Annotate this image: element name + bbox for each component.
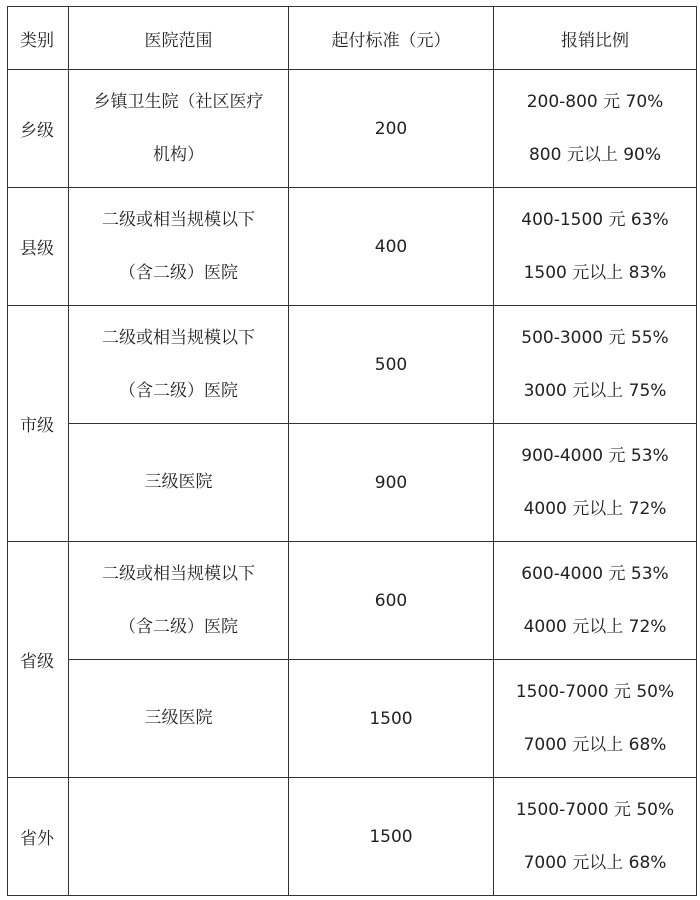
scope-line: 二级或相当规模以下 xyxy=(102,209,255,230)
threshold-cell: 1500 xyxy=(289,660,494,778)
scope-line: （含二级）医院 xyxy=(119,380,238,401)
header-category: 类别 xyxy=(8,7,69,70)
ratio-cell xyxy=(494,660,697,778)
threshold-cell: 400 xyxy=(289,188,494,306)
ratio-line: 7000 元以上 68% xyxy=(523,852,667,873)
ratio-cell xyxy=(494,70,697,188)
table-row xyxy=(8,542,697,660)
threshold-cell: 1500 xyxy=(289,778,494,896)
scope-line: （含二级）医院 xyxy=(119,262,238,283)
scope-cell xyxy=(69,70,289,188)
category-cell: 乡级 xyxy=(8,70,69,188)
ratio-line: 1500 元以上 83% xyxy=(523,262,667,283)
reimbursement-table xyxy=(7,6,697,896)
table-row xyxy=(8,660,697,778)
header-scope: 医院范围 xyxy=(69,7,289,70)
scope-cell xyxy=(69,542,289,660)
scope-cell xyxy=(69,188,289,306)
threshold-cell: 900 xyxy=(289,424,494,542)
header-ratio: 报销比例 xyxy=(494,7,697,70)
category-cell: 省级 xyxy=(8,542,69,778)
ratio-line: 600-4000 元 53% xyxy=(521,563,669,584)
scope-cell xyxy=(69,660,289,778)
scope-cell xyxy=(69,424,289,542)
scope-line: 二级或相当规模以下 xyxy=(102,563,255,584)
scope-cell xyxy=(69,306,289,424)
header-row xyxy=(8,7,697,70)
ratio-line: 4000 元以上 72% xyxy=(523,498,667,519)
ratio-line: 200-800 元 70% xyxy=(526,91,664,112)
scope-line: 机构） xyxy=(153,144,204,165)
table-row xyxy=(8,306,697,424)
scope-line: 三级医院 xyxy=(144,708,213,728)
ratio-line: 3000 元以上 75% xyxy=(523,380,667,401)
scope-line: 乡镇卫生院（社区医疗 xyxy=(93,91,264,112)
ratio-line: 800 元以上 90% xyxy=(528,144,662,165)
ratio-line: 1500-7000 元 50% xyxy=(515,799,675,820)
category-cell: 省外 xyxy=(8,778,69,896)
scope-line: 二级或相当规模以下 xyxy=(102,327,255,348)
ratio-cell xyxy=(494,424,697,542)
scope-line: 三级医院 xyxy=(144,472,213,492)
scope-line: （含二级）医院 xyxy=(119,616,238,637)
threshold-cell: 500 xyxy=(289,306,494,424)
ratio-cell xyxy=(494,542,697,660)
ratio-cell xyxy=(494,188,697,306)
table-row xyxy=(8,188,697,306)
threshold-cell: 200 xyxy=(289,70,494,188)
ratio-line: 400-1500 元 63% xyxy=(521,209,669,230)
ratio-cell xyxy=(494,306,697,424)
table-row xyxy=(8,778,697,896)
category-cell: 市级 xyxy=(8,306,69,542)
ratio-line: 1500-7000 元 50% xyxy=(515,681,675,702)
header-threshold: 起付标准（元） xyxy=(289,7,494,70)
ratio-line: 900-4000 元 53% xyxy=(521,445,669,466)
ratio-cell xyxy=(494,778,697,896)
threshold-cell: 600 xyxy=(289,542,494,660)
ratio-line: 4000 元以上 72% xyxy=(523,616,667,637)
ratio-line: 500-3000 元 55% xyxy=(521,327,669,348)
scope-cell xyxy=(69,778,289,896)
ratio-line: 7000 元以上 68% xyxy=(523,734,667,755)
category-cell: 县级 xyxy=(8,188,69,306)
table-row xyxy=(8,70,697,188)
table-row xyxy=(8,424,697,542)
